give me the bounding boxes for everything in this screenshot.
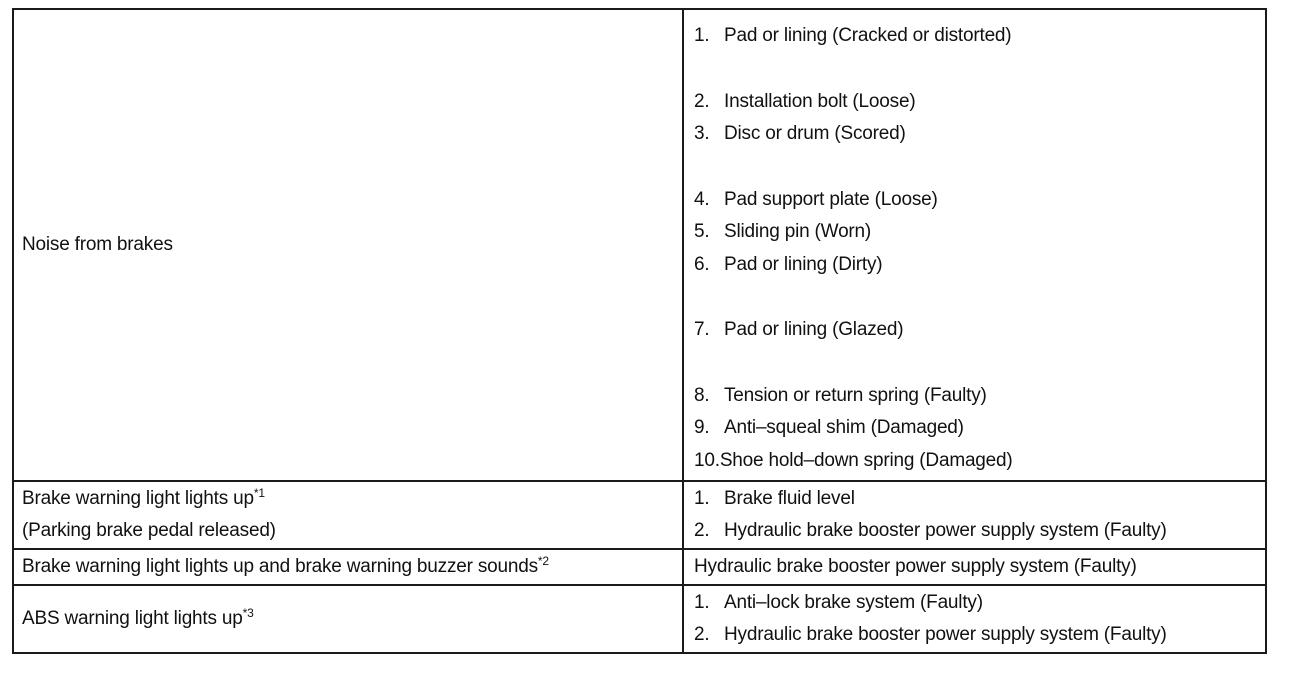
spacer (694, 347, 1265, 380)
table-row (13, 585, 1266, 653)
cause-text: Hydraulic brake booster power supply system (Faulty) (724, 624, 1167, 645)
cause-number: 2. (694, 624, 710, 645)
symptom-line: Brake warning light lights up (22, 487, 254, 509)
footnote-marker: *3 (242, 605, 254, 620)
cause-number: 7. (694, 319, 710, 340)
cause-text: Shoe hold–down spring (Damaged) (719, 449, 1013, 471)
table-row (13, 9, 1266, 481)
cause-number: 4. (694, 188, 710, 210)
cause-text: Pad or lining (Glazed) (724, 319, 904, 340)
cause-number: 6. (694, 253, 710, 275)
cause-text: Pad or lining (Dirty) (724, 253, 883, 275)
cause-text: Hydraulic brake booster power supply system (Faulty) (694, 555, 1137, 577)
cause-number: 1. (694, 487, 710, 509)
cause-number: 2. (694, 520, 710, 541)
spacer (694, 281, 1265, 314)
symptom-cell (13, 585, 683, 653)
symptom-text (22, 483, 682, 516)
causes-cell (683, 9, 1266, 481)
cause-text: Disc or drum (Scored) (724, 123, 906, 144)
spacer (694, 53, 1265, 86)
symptom-cell (13, 481, 683, 549)
cause-item (694, 86, 1265, 119)
causes-cell (683, 585, 1266, 653)
cause-text: Sliding pin (Worn) (724, 221, 872, 242)
cause-item (694, 249, 1265, 282)
symptom-cell (13, 549, 683, 585)
symptom-cell (13, 9, 683, 481)
table-row (13, 549, 1266, 585)
symptom-text: ABS warning light lights up (22, 607, 243, 629)
cause-item (694, 412, 1265, 445)
cause-item (694, 515, 1265, 548)
symptom-text: Noise from brakes (22, 233, 173, 255)
causes-cell (683, 549, 1266, 585)
cause-item (694, 445, 1265, 478)
cause-text: Brake fluid level (724, 487, 855, 509)
cause-text: Pad or lining (Cracked or distorted) (724, 25, 1012, 46)
cause-number: 8. (694, 384, 710, 406)
cause-number: 5. (694, 221, 710, 242)
cause-number: 1. (694, 25, 710, 46)
cause-item (694, 184, 1265, 217)
cause-item (694, 587, 1265, 620)
symptom-text: Brake warning light lights up and brake warning buzzer sounds (22, 555, 538, 577)
cause-item (694, 483, 1265, 516)
cause-number: 9. (694, 417, 710, 438)
cause-text: Hydraulic brake booster power supply system (Faulty) (724, 520, 1167, 541)
spacer (694, 151, 1265, 184)
cause-number: 10. (694, 449, 720, 471)
cause-item (694, 20, 1265, 53)
footnote-marker: *2 (537, 553, 549, 568)
symptom-condition: (Parking brake pedal released) (22, 520, 276, 541)
cause-number: 2. (694, 90, 710, 112)
cause-item (694, 118, 1265, 151)
cause-item (694, 619, 1265, 652)
cause-item (694, 380, 1265, 413)
causes-cell (683, 481, 1266, 549)
symptom-cause-table (12, 8, 1267, 654)
footnote-marker: *1 (253, 485, 265, 500)
troubleshooting-sheet (12, 8, 1267, 678)
cause-number: 1. (694, 591, 710, 613)
cause-number: 3. (694, 123, 710, 144)
cause-text: Pad support plate (Loose) (724, 188, 938, 210)
table-row (13, 481, 1266, 549)
cause-item (694, 314, 1265, 347)
cause-text: Installation bolt (Loose) (724, 90, 916, 112)
cause-item (694, 216, 1265, 249)
cause-text: Tension or return spring (Faulty) (724, 384, 987, 406)
cause-text: Anti–lock brake system (Faulty) (724, 591, 983, 613)
cause-text: Anti–squeal shim (Damaged) (724, 417, 964, 438)
